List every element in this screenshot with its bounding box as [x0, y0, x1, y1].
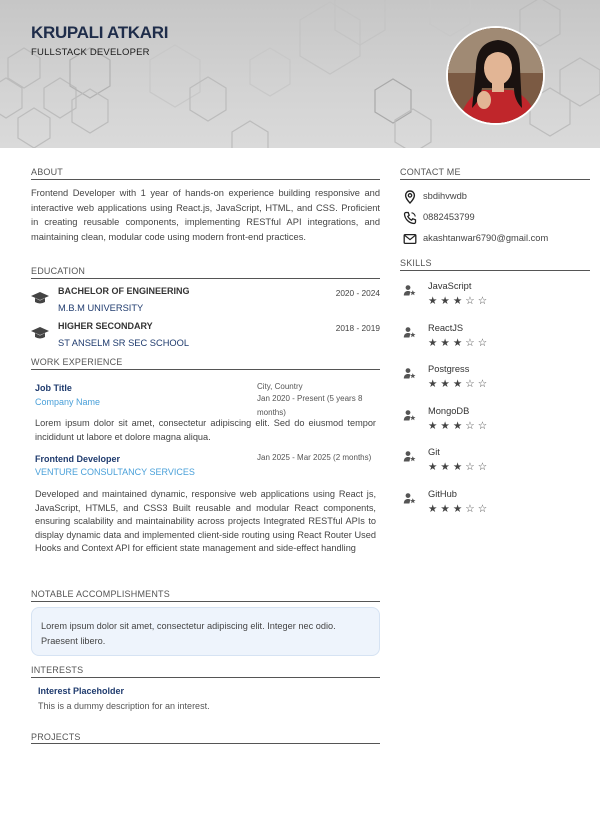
education-school: M.B.M UNIVERSITY [58, 303, 144, 313]
star-filled-icon: ★ [428, 378, 441, 390]
profile-photo [446, 26, 545, 125]
star-filled-icon: ★ [428, 419, 441, 432]
star-filled-icon: ★ [440, 336, 453, 349]
contact-phone-text: 0882453799 [423, 212, 475, 222]
star-empty-icon: ☆ [477, 378, 491, 390]
skill-rating [428, 295, 490, 307]
star-filled-icon: ★ [452, 461, 466, 473]
about-divider [31, 179, 380, 180]
star-filled-icon: ★ [452, 502, 466, 515]
skills-divider [400, 270, 590, 271]
work-divider [31, 369, 380, 370]
contact-section-title: CONTACT ME [400, 167, 461, 177]
education-date: 2018 - 2019 [335, 323, 380, 333]
skill-item [403, 364, 523, 394]
job-dates: Jan 2025 - Mar 2025 (2 months) [257, 453, 372, 462]
education-school: ST ANSELM SR SEC SCHOOL [58, 338, 190, 348]
contact-location-text: sbdihvwdb [423, 191, 467, 201]
accomplishment-card [31, 607, 380, 656]
star-empty-icon: ☆ [477, 461, 491, 473]
education-degree: HIGHER SECONDARY [58, 321, 153, 331]
user-star-icon [403, 326, 416, 339]
phone-icon [403, 211, 417, 225]
user-star-icon [403, 450, 416, 463]
user-star-icon [403, 409, 416, 422]
interest-title: Interest Placeholder [38, 686, 125, 696]
job-description: Lorem ipsum dolor sit amet, consectetur adipiscing elit. Sed do eiusmod tempor incididunt ut labore et dolore magna aliqua. [35, 418, 376, 442]
job-company: Company Name [35, 397, 101, 407]
profile-photo-illustration [448, 28, 545, 125]
education-section-title: EDUCATION [31, 266, 86, 276]
mail-icon [403, 232, 417, 246]
user-star-icon [403, 367, 416, 380]
skill-rating [428, 461, 490, 473]
education-date: 2020 - 2024 [335, 288, 380, 298]
star-filled-icon: ★ [452, 378, 466, 390]
skill-rating [428, 378, 490, 390]
skill-item [403, 489, 523, 519]
projects-section-title: PROJECTS [31, 732, 81, 742]
star-empty-icon: ☆ [465, 378, 478, 390]
education-degree: BACHELOR OF ENGINEERING [58, 286, 190, 296]
star-filled-icon: ★ [452, 295, 466, 307]
star-filled-icon: ★ [440, 502, 453, 515]
star-filled-icon: ★ [428, 461, 441, 473]
accomplishments-divider [31, 601, 380, 602]
education-item [31, 321, 380, 353]
star-filled-icon: ★ [440, 295, 453, 307]
accomplishments-section-title: NOTABLE ACCOMPLISHMENTS [31, 589, 170, 599]
interests-divider [31, 677, 380, 678]
job-title: Job Title [35, 383, 72, 393]
star-empty-icon: ☆ [465, 419, 478, 432]
graduation-cap-icon [31, 327, 49, 339]
contact-email-text: akashtanwar6790@gmail.com [423, 233, 549, 243]
star-empty-icon: ☆ [465, 295, 478, 307]
skill-rating [428, 420, 490, 432]
star-filled-icon: ★ [428, 502, 441, 515]
job-company: VENTURE CONSULTANCY SERVICES [35, 467, 195, 477]
education-item [31, 286, 380, 318]
star-empty-icon: ☆ [465, 502, 478, 515]
interest-description: This is a dummy description for an interest. [38, 701, 210, 711]
contact-divider [400, 179, 590, 180]
job-description: Developed and maintained dynamic, responsive web applications using React js, JavaScript, HTML5, and CSS3 Built reusable and modular React components, ensuring scalability and maintainability across projects Integrated RESTful APIs to display dynamic data and implemented client-side routing using React Router Used Hooks and Context API for efficient state management and side-effect handling [35, 489, 376, 553]
about-text: Frontend Developer with 1 year of hands-on experience building responsive and interactive web applications using React.js, JavaScript, HTML, and CSS. Proficient in creating reusable components, implementing RESTful API integrations, and maintaining clean, modular code using modern front-end practices. [31, 188, 380, 242]
star-filled-icon: ★ [452, 419, 466, 432]
skill-item [403, 281, 523, 311]
candidate-role: FULLSTACK DEVELOPER [31, 47, 150, 58]
star-empty-icon: ☆ [477, 419, 491, 432]
skills-section-title: SKILLS [400, 258, 432, 268]
star-filled-icon: ★ [452, 336, 466, 349]
job-dates: Jan 2020 - Present (5 years 8 months) [257, 394, 363, 417]
star-empty-icon: ☆ [477, 295, 491, 307]
star-filled-icon: ★ [428, 295, 441, 307]
skill-item [403, 447, 523, 477]
education-divider [31, 278, 380, 279]
skill-name: JavaScript [428, 281, 472, 291]
star-filled-icon: ★ [440, 378, 453, 390]
star-filled-icon: ★ [440, 461, 453, 473]
location-pin-icon [403, 190, 417, 204]
user-star-icon [403, 492, 416, 505]
interests-section-title: INTERESTS [31, 665, 84, 675]
skill-name: Git [428, 447, 440, 457]
projects-divider [31, 743, 380, 744]
star-empty-icon: ☆ [477, 502, 491, 515]
job-title: Frontend Developer [35, 454, 121, 464]
user-star-icon [403, 284, 416, 297]
job-location: City, Country [257, 382, 303, 391]
star-empty-icon: ☆ [465, 461, 478, 473]
resume-header [0, 0, 600, 148]
skill-item [403, 323, 523, 353]
skill-name: ReactJS [428, 322, 464, 333]
star-empty-icon: ☆ [477, 336, 491, 349]
candidate-name: KRUPALI ATKARI [31, 23, 169, 42]
skill-name: Postgress [428, 364, 470, 374]
work-section-title: WORK EXPERIENCE [31, 357, 123, 367]
accomplishment-text: Lorem ipsum dolor sit amet, consectetur adipiscing elit. Integer nec odio. Praesent libero. [41, 621, 336, 646]
skill-rating [428, 503, 490, 515]
star-filled-icon: ★ [440, 419, 453, 432]
graduation-cap-icon [31, 292, 49, 304]
star-empty-icon: ☆ [465, 336, 478, 349]
about-section-title: ABOUT [31, 167, 64, 177]
skill-name: GitHub [428, 488, 457, 499]
skill-item [403, 406, 523, 436]
skill-name: MongoDB [428, 405, 470, 416]
skill-rating [428, 337, 490, 349]
star-filled-icon: ★ [428, 336, 441, 349]
